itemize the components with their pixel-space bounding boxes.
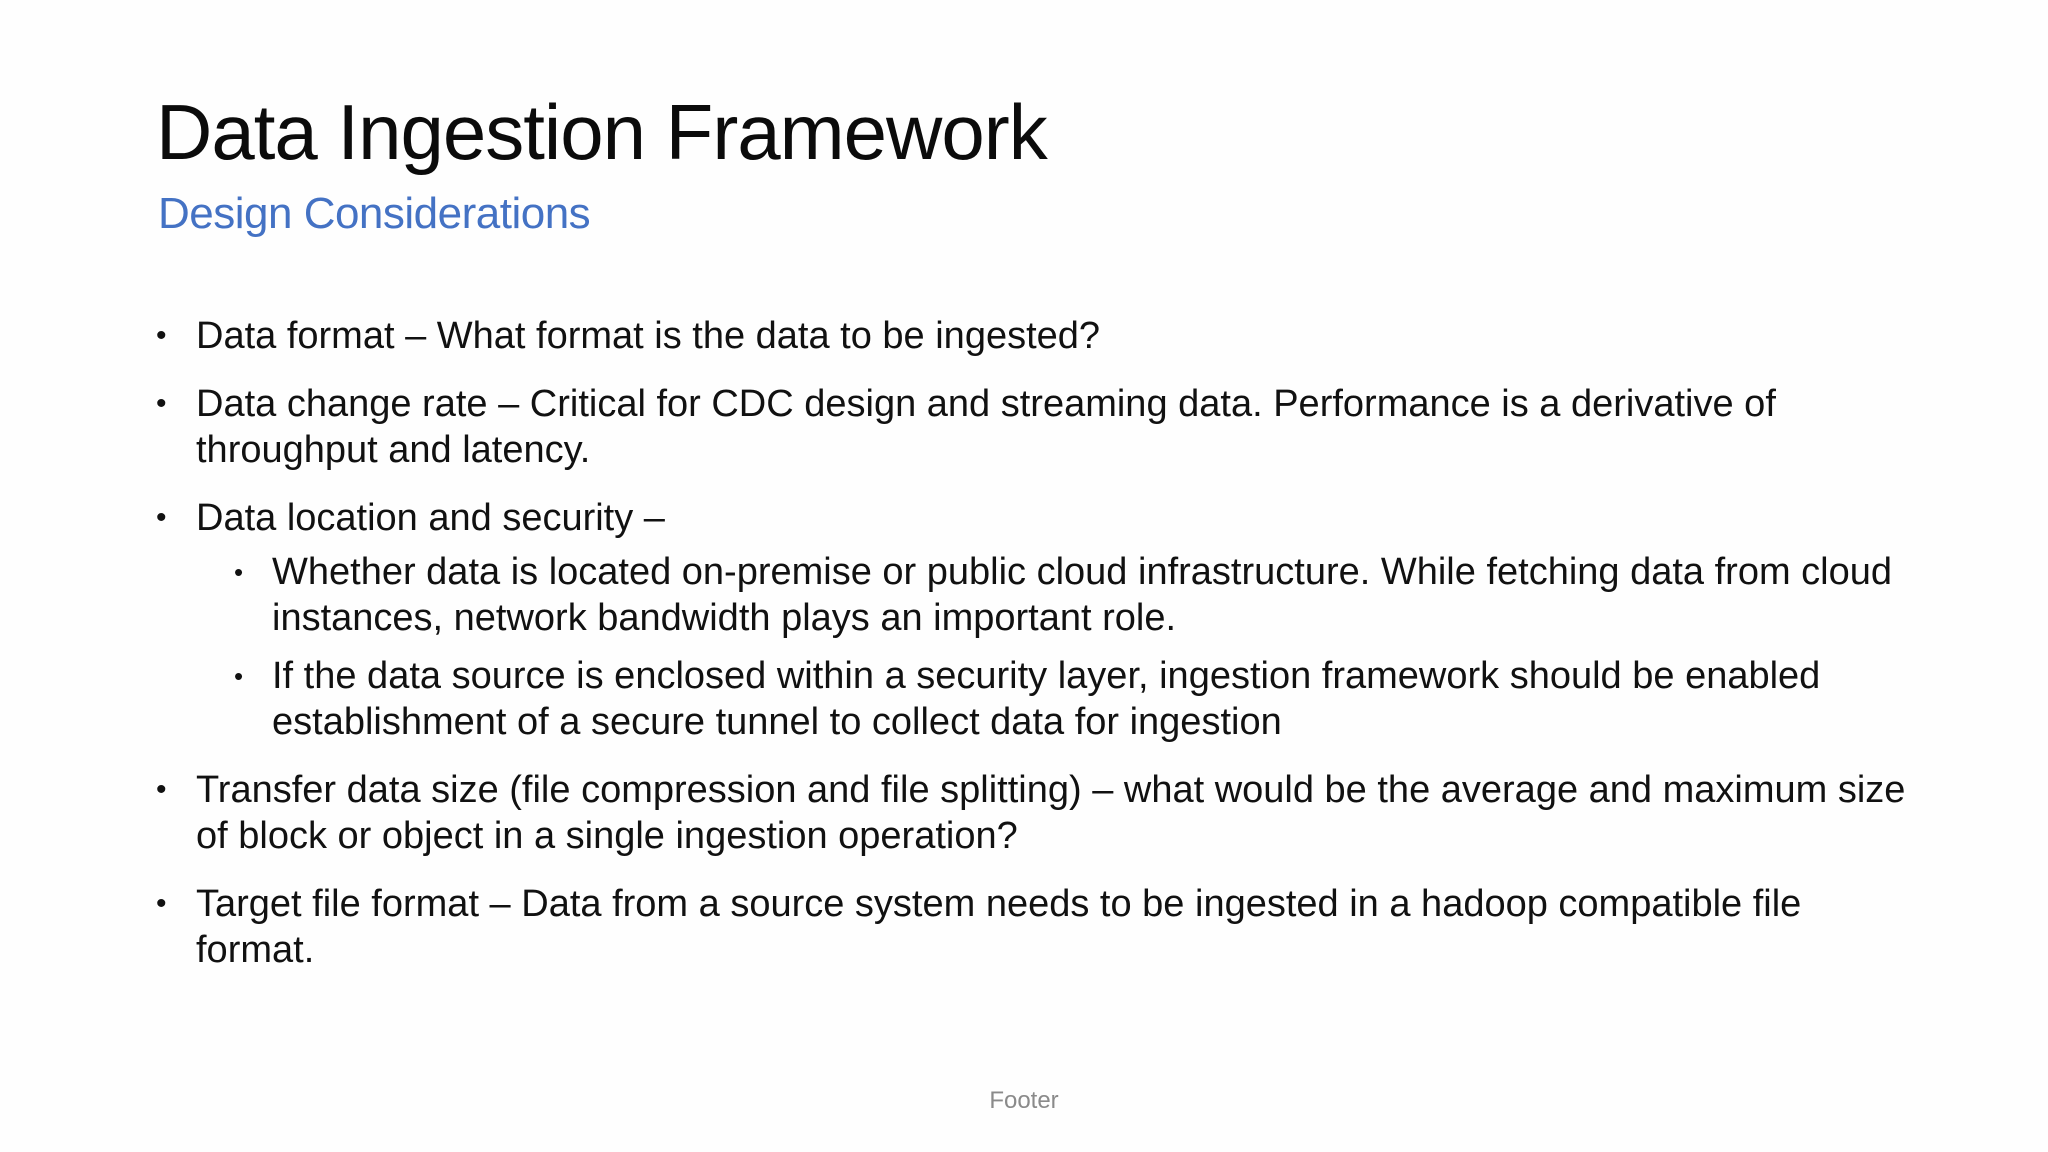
sub-bullet-item: [234, 549, 1916, 641]
bullet-item: [156, 881, 1916, 973]
bullet-marker: •: [156, 387, 167, 420]
bullet-text: Target file format – Data from a source system needs to be ingested in a hadoop compatible file format.: [196, 883, 1802, 971]
bullet-text: Data location and security –: [196, 497, 665, 539]
bullet-text: Data format – What format is the data to be ingested?: [196, 315, 1101, 357]
bullet-text: Data change rate – Critical for CDC design and streaming data. Performance is a derivative of throughput and latency.: [196, 383, 1776, 471]
sub-bullet-text: If the data source is enclosed within a security layer, ingestion framework should be enabled establishment of a secure tunnel to collect data for ingestion: [272, 655, 1821, 743]
bullet-list: [156, 313, 1916, 995]
bullet-marker: •: [156, 887, 167, 920]
slide-subtitle: Design Considerations: [158, 189, 591, 238]
sub-bullet-item: [234, 653, 1916, 745]
sub-bullet-text: Whether data is located on-premise or public cloud infrastructure. While fetching data from cloud instances, network bandwidth plays an important role.: [272, 551, 1893, 639]
bullet-marker: •: [156, 773, 167, 806]
bullet-marker: •: [156, 319, 167, 352]
slide-footer: Footer: [989, 1087, 1059, 1114]
sub-bullet-marker: •: [234, 661, 244, 691]
bullet-text: Transfer data size (file compression and file splitting) – what would be the average and maximum size of block or object in a single ingestion operation?: [196, 769, 1906, 857]
bullet-item: [156, 381, 1916, 473]
bullet-item: [156, 313, 1916, 359]
bullet-item: [156, 767, 1916, 859]
sub-bullet-marker: •: [234, 557, 244, 587]
bullet-marker: •: [156, 501, 167, 534]
sub-bullet-list: [234, 549, 1916, 745]
slide-title: Data Ingestion Framework: [156, 88, 1047, 176]
bullet-item: [156, 495, 1916, 541]
